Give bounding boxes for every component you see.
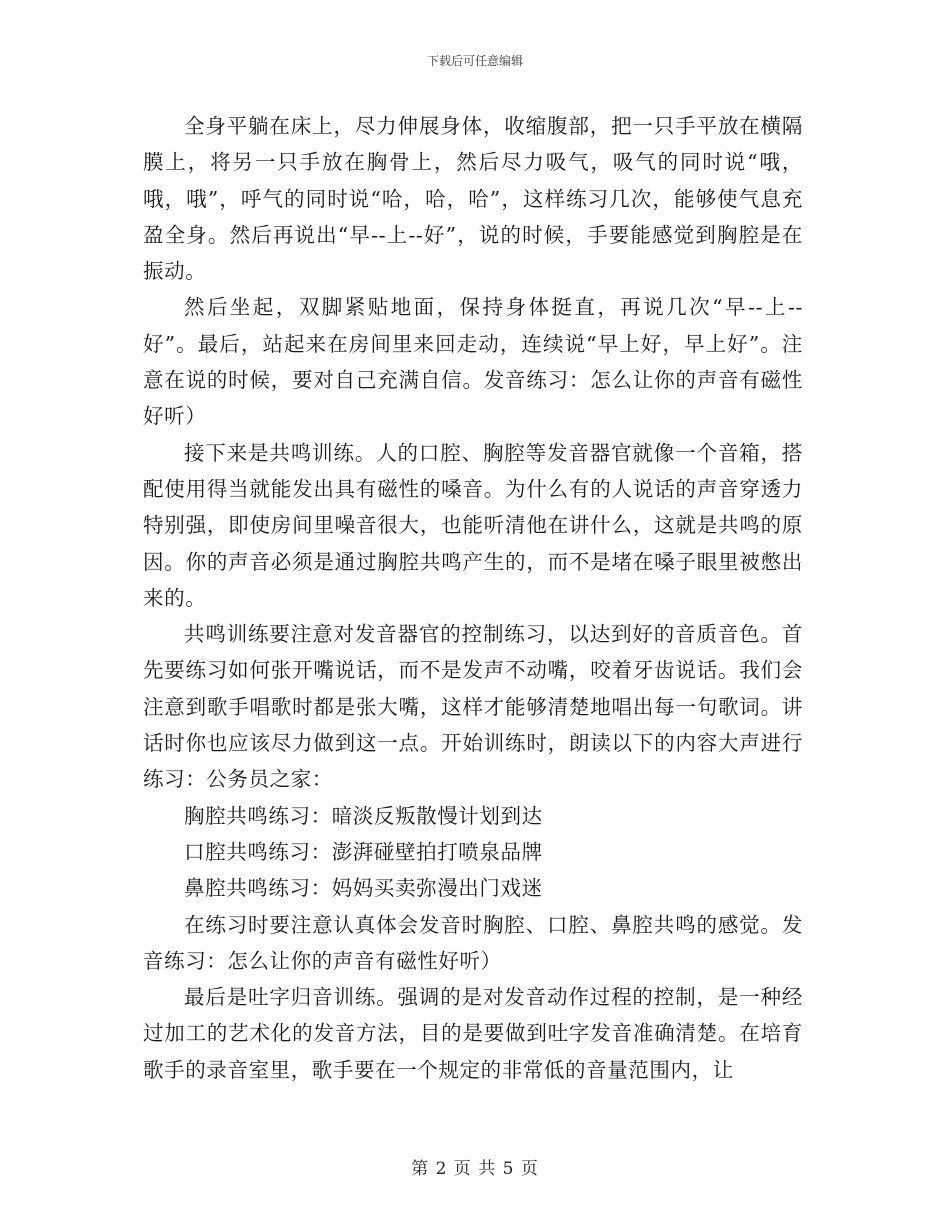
page-header-note: 下载后可任意编辑 bbox=[426, 54, 523, 68]
paragraph: 共鸣训练要注意对发音器官的控制练习，以达到好的音质音色。首先要练习如何张开嘴说话，而不是发声不动嘴，咬着牙齿说话。我们会注意到歌手唱歌时都是张大嘴，这样才能够清楚地唱出每一句歌词。讲话时你也应该尽力做到这一点。开始训练时，朗读以下的内容大声进行练习：公务员之家： bbox=[143, 622, 803, 792]
paragraph: 然后坐起，双脚紧贴地面，保持身体挺直，再说几次“早--上--好”。最后，站起来在房间里来回走动，连续说“早上好，早上好”。注意在说的时候，要对自己充满自信。发音练习：怎么让你的声音有磁性好听） bbox=[143, 295, 803, 429]
exercise-line-chest: 胸腔共鸣练习：暗淡反叛散慢计划到达 bbox=[184, 803, 543, 828]
exercise-line-mouth: 口腔共鸣练习：澎湃碰壁拍打喷泉品牌 bbox=[184, 839, 543, 864]
paragraph: 接下来是共鸣训练。人的口腔、胸腔等发音器官就像一个音箱，搭配使用得当就能发出具有磁性的嗓音。为什么有的人说话的声音穿透力特别强，即使房间里噪音很大，也能听清他在讲什么，这就是共鸣的原因。你的声音必须是通过胸腔共鸣产生的，而不是堵在嗓子眼里被憋出来的。 bbox=[143, 440, 803, 610]
paragraph: 全身平躺在床上，尽力伸展身体，收缩腹部，把一只手平放在横隔膜上，将另一只手放在胸骨上，然后尽力吸气，吸气的同时说“哦，哦，哦”，呼气的同时说“哈，哈，哈”，这样练习几次，能够使气息充盈全身。然后再说出“早--上--好”，说的时候，手要能感觉到胸腔是在振动。 bbox=[143, 114, 803, 284]
document-body bbox=[143, 108, 803, 1088]
paragraph: 最后是吐字归音训练。强调的是对发音动作过程的控制，是一种经过加工的艺术化的发音方法，目的是要做到吐字发音准确清楚。在培育歌手的录音室里，歌手要在一个规定的非常低的音量范围内，让 bbox=[143, 985, 803, 1082]
paragraph: 在练习时要注意认真体会发音时胸腔、口腔、鼻腔共鸣的感觉。发音练习：怎么让你的声音有磁性好听） bbox=[143, 912, 803, 973]
page-number: 第 2 页 共 5 页 bbox=[411, 1159, 539, 1179]
exercise-line-nose: 鼻腔共鸣练习：妈妈买卖弥漫出门戏迷 bbox=[184, 876, 543, 901]
